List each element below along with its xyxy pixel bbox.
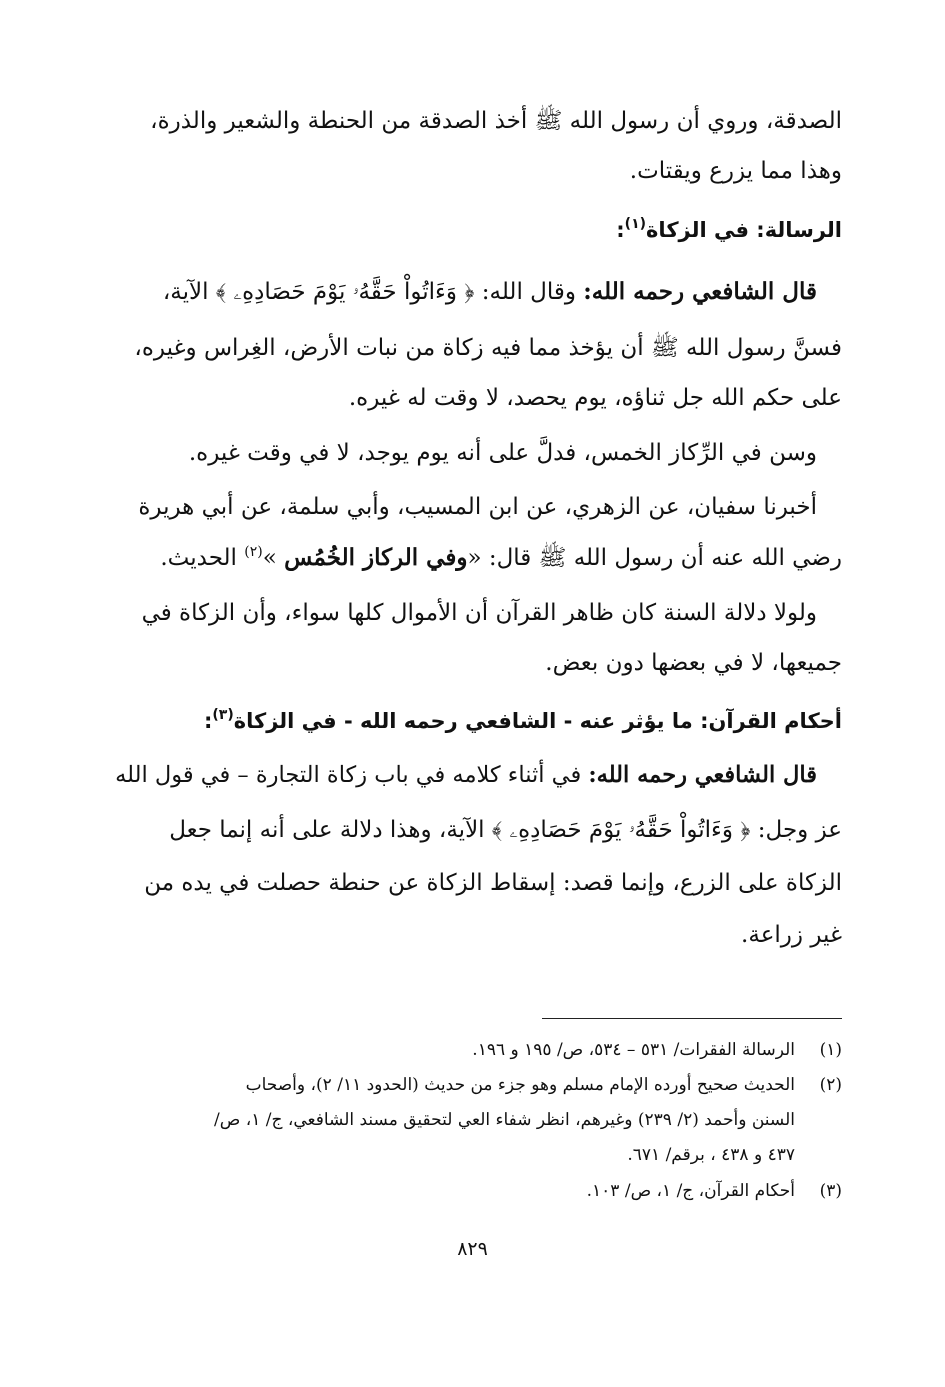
text-line: ولولا دلالة السنة كان ظاهر القرآن أن الأموال كلها سواء، وأن الزكاة في xyxy=(141,600,817,626)
footnote-1 xyxy=(103,1040,842,1060)
text-span: رضي الله عنه أن رسول الله ﷺ قال: « xyxy=(467,545,842,571)
text-line xyxy=(103,544,842,573)
text-span: » xyxy=(262,545,285,571)
text-line xyxy=(103,762,817,789)
text-line: غير زراعة. xyxy=(741,922,842,948)
footnote-2-cont: السنن وأحمد (٢/ ٢٣٩) وغيرهم، انظر شفاء العي لتحقيق مسند الشافعي، ج/ ١، ص/ xyxy=(214,1110,795,1130)
text-span: في أثناء كلامه في باب زكاة التجارة – في قول الله xyxy=(115,762,589,788)
footnote-3 xyxy=(103,1181,842,1201)
text-line: عز وجل: ﴿ وَءَاتُواْ حَقَّهُۥ يَوْمَ حَصَادِهِۦ ﴾ الآية، وهذا دلالة على أنه إنما جعل xyxy=(169,817,842,843)
text-span: الحديث. xyxy=(160,545,245,571)
text-line: أخبرنا سفيان، عن الزهري، عن ابن المسيب، وأبي سلمة، عن أبي هريرة xyxy=(138,494,817,520)
section-heading-risala xyxy=(103,218,842,243)
text-line: الصدقة، وروي أن رسول الله ﷺ أخذ الصدقة من الحنطة والشعير والذرة، xyxy=(150,108,842,134)
footnote-divider xyxy=(542,1018,842,1019)
footnote-number: (١) xyxy=(819,1040,842,1060)
page-number: ٨٢٩ xyxy=(457,1238,488,1260)
text-line: وسن في الرِّكاز الخمس، فدلَّ على أنه يوم يوجد، لا في وقت غيره. xyxy=(188,440,817,466)
text-line xyxy=(103,278,817,307)
text-line: فسنَّ رسول الله ﷺ أن يؤخذ مما فيه زكاة من نبات الأرض، الغِراس وغيره، xyxy=(134,335,842,361)
hadith-text: وفي الركاز الخُمُس xyxy=(284,544,468,571)
heading-colon: : xyxy=(203,709,213,733)
footnote-2 xyxy=(103,1075,842,1095)
footnote-text: الحديث صحيح أورده الإمام مسلم وهو جزء من حديث (الحدود ١١/ ٢)، وأصحاب xyxy=(245,1075,795,1095)
text-line: على حكم الله جل ثناؤه، يوم يحصد، لا وقت له غيره. xyxy=(348,385,842,411)
heading-text: الرسالة: في الزكاة xyxy=(646,218,842,242)
speaker-label: قال الشافعي رحمه الله: xyxy=(583,278,817,305)
text-line: وهذا مما يزرع ويقتات. xyxy=(629,158,842,184)
heading-colon: : xyxy=(616,218,625,242)
footnote-number: (٣) xyxy=(819,1181,842,1201)
footnote-number: (٢) xyxy=(819,1075,842,1095)
text-span: وقال الله: ﴿ وَءَاتُواْ حَقَّهُۥ يَوْمَ حَصَادِهِۦ ﴾ الآية، xyxy=(162,279,584,305)
footnote-ref: (١) xyxy=(624,216,647,232)
footnote-2-cont: ٤٣٧ و ٤٣٨ ، برقم/ ٦٧١. xyxy=(627,1145,795,1165)
heading-text: أحكام القرآن: ما يؤثر عنه - الشافعي رحمه الله - في الزكاة xyxy=(233,709,842,733)
text-line: جميعها، لا في بعضها دون بعض. xyxy=(545,650,842,676)
footnote-text: أحكام القرآن، ج/ ١، ص/ ١٠٣. xyxy=(586,1181,795,1201)
footnote-ref: (٢) xyxy=(244,544,263,560)
speaker-label: قال الشافعي رحمه الله: xyxy=(588,762,817,788)
text-line: الزكاة على الزرع، وإنما قصد: إسقاط الزكاة عن حنطة حصلت في يده من xyxy=(144,870,842,896)
section-heading-ahkam xyxy=(103,709,842,734)
footnote-text: الرسالة الفقرات/ ٥٣١ – ٥٣٤، ص/ ١٩٥ و ١٩٦. xyxy=(472,1040,795,1060)
footnote-ref: (٣) xyxy=(212,707,234,723)
